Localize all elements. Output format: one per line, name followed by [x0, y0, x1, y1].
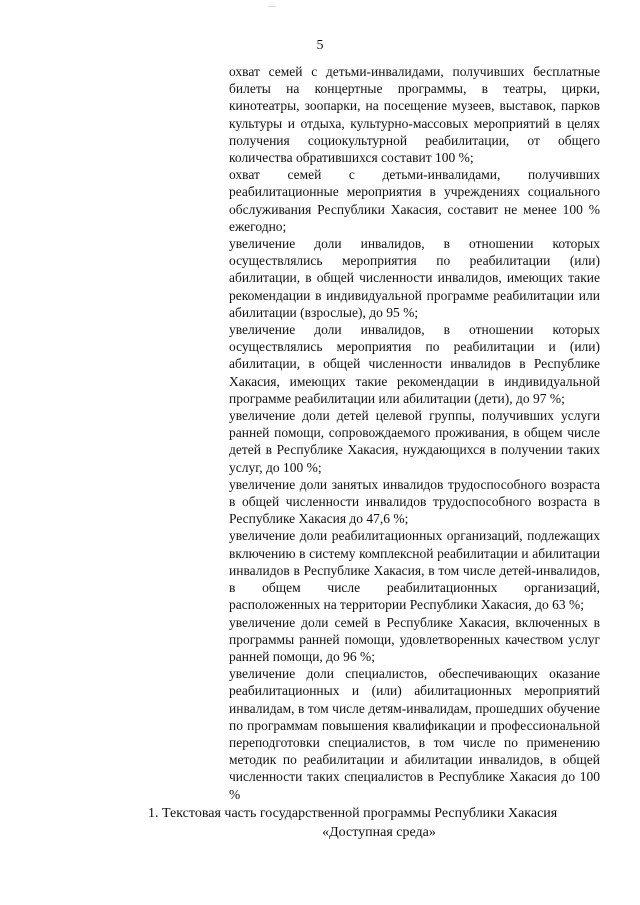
section-heading-title: 1. Текстовая часть государственной программы Республики Хакасия [148, 806, 558, 821]
body-text [229, 63, 600, 803]
paragraph-family-coverage-rehab: охват семей с детьми-инвалидами, получивших реабилитационные мероприятия в учреждениях социального обслуживания Республики Хакасия, составит не менее 100 % ежегодно; [229, 167, 600, 234]
scan-artifact [268, 6, 276, 7]
paragraph-children-rehab-share: увеличение доли инвалидов, в отношении которых осуществлялись мероприятия по реабилитации и (или) абилитации, в общей численности инвалидов в Республике Хакасия, имеющих такие рекомендации в индивидуальной программе реабилитации или абилитации (дети), до 97 %; [229, 322, 600, 406]
paragraph-family-satisfaction: увеличение доли семей в Республике Хакасия, включенных в программы ранней помощи, удовлетворенных качеством услуг ранней помощи, до 96 %; [229, 614, 600, 664]
paragraph-organizations-share: увеличение доли реабилитационных организаций, подлежащих включению в систему комплексной реабилитации и абилитации инвалидов в Республике Хакасия, в том числе детей-инвалидов, в общем числе реабилитационных организаций, расположенных на территории Республики Хакасия, до 63 %; [229, 528, 600, 613]
paragraph-adults-rehab-share: увеличение доли инвалидов, в отношении которых осуществлялись мероприятия по реабилитации (или) абилитации, в общей численности инвалидов, имеющих такие рекомендации в индивидуальной программе реабилитации или абилитации (взрослые), до 95 %; [229, 236, 600, 320]
paragraph-specialists-training: увеличение доли специалистов, обеспечивающих оказание реабилитационных и (или) абилитационных мероприятий инвалидам, в том числе детям-инвалидам, прошедших обучение по программам повышения квалификации и профессиональной переподготовки специалистов, в том числе по применению методик по реабилитации и абилитации инвалидов, в общей численности таких специалистов в Республике Хакасия до 100 % [229, 666, 600, 802]
paragraph-employment-share: увеличение доли занятых инвалидов трудоспособного возраста в общей численности инвалидов трудоспособного возраста в Республике Хакасия до 47,6 %; [229, 476, 600, 527]
paragraph-family-coverage-events: охват семей с детьми-инвалидами, получивших бесплатные билеты на концертные программы, в театры, цирки, кинотеатры, зоопарки, на посещение музеев, выставок, парков культуры и отдыха, культурно-массовых мероприятий в целях получения социокультурной реабилитации, от общего количества обратившихся составит 100 %; [229, 64, 600, 166]
section-heading-program-name: «Доступная среда» [322, 825, 436, 840]
paragraph-early-help-share: увеличение доли детей целевой группы, получивших услуги ранней помощи, сопровождаемого проживания, в общем числе детей в Республике Хакасия, нуждающихся в получении таких услуг, до 100 %; [229, 408, 600, 475]
section-heading [148, 804, 578, 842]
page-number: 5 [316, 38, 324, 53]
